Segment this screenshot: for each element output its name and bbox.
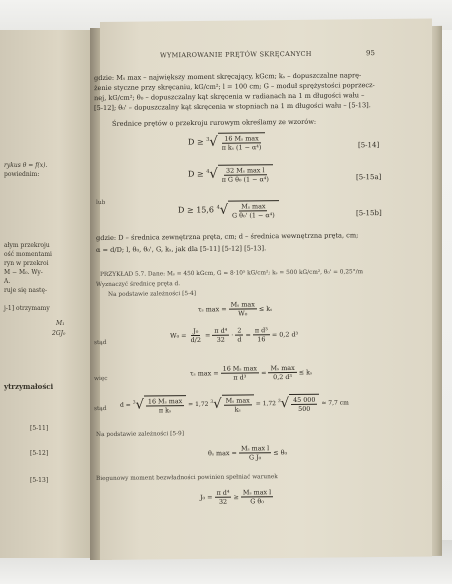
eq-rhs: ≤ kₛ — [258, 304, 273, 313]
text-line: Na podstawie zależności [5-4] — [108, 290, 196, 298]
text-line: PRZYKŁAD 5.7. Dane: Mₛ = 450 kGcm, G = 8·10⁵ kG/cm²; kₛ = 500 kG/cm², θ₀' = 0,25°/m — [100, 269, 364, 278]
eq-denominator: W₀ — [238, 309, 248, 318]
root-index: 3 — [277, 399, 281, 405]
eq-lhs: J₀ = — [200, 493, 213, 502]
eq-rhs: ≤ kₛ — [298, 368, 313, 377]
left-page-eq-number: [5-11] — [30, 425, 49, 432]
text-line: gdzie: Mₛ max – największy moment skręcający, kGcm; kₛ – dopuszczalne naprę- — [94, 71, 362, 83]
eq-denominator: G J₀ — [248, 453, 262, 462]
left-page-heading: ytrzymałości — [4, 382, 54, 391]
eq-numerator: Mₛ max — [270, 363, 295, 373]
eq-denominator: 32 — [218, 497, 228, 506]
eq-lhs: D ≥ 15,6 — [178, 205, 215, 215]
eq-lhs: θₛ max = — [208, 449, 237, 458]
eq-numerator: J₀ — [193, 326, 199, 336]
eq-numerator: 16 Mₛ max — [222, 364, 258, 373]
equation-number: [5-15a] — [356, 173, 382, 182]
left-page-text: ryn w przekroi — [4, 260, 49, 267]
equation-wo — [170, 326, 298, 344]
equation-tau-max — [190, 364, 312, 382]
left-page-text: 2GJ₀ — [52, 330, 66, 337]
text-line: Średnice prętów o przekroju rurowym określamy ze wzorów: — [112, 117, 317, 128]
left-page-text: M − M₀. Wy- — [4, 269, 43, 276]
text-line: [5-12]; θ₀' – dopuszczalny kąt skręcenia w stopniach na 1 m długości wału – [5-13]. — [94, 101, 371, 113]
root-index: 3 — [210, 399, 214, 405]
radical-icon: √ — [209, 166, 218, 182]
eq-numerator: 45 000 — [293, 395, 316, 404]
eq-operator: = — [245, 330, 251, 339]
eq-denominator: G θ₀ — [250, 497, 264, 506]
equation-5-15a — [188, 164, 273, 184]
eq-operator: ≥ — [233, 493, 239, 502]
equation-jo — [200, 488, 273, 506]
radical-icon: √ — [213, 396, 222, 412]
left-page-text: ość momentami — [4, 251, 52, 258]
eq-lhs: τₛ max = — [198, 305, 227, 314]
eq-denominator: d/2 — [190, 335, 201, 345]
equation-tau — [198, 300, 272, 318]
text-line: Na podstawie zależności [5-9] — [96, 431, 184, 439]
eq-numerator: 16 Mₛ max — [224, 134, 259, 143]
eq-denominator: 32 — [216, 335, 225, 344]
eq-denominator: G θ₀' (1 − α⁴) — [232, 211, 275, 220]
eq-denominator: π d³ — [233, 373, 247, 382]
left-page — [0, 30, 98, 558]
equation-5-14 — [188, 132, 265, 152]
equation-number: [5-15b] — [356, 209, 382, 218]
eq-rhs: ≈ 7,7 cm — [321, 399, 349, 407]
text-line: stąd — [94, 405, 107, 413]
eq-rhs: = 0,2 d³ — [271, 330, 299, 339]
eq-denominator: 0,2 d³ — [273, 372, 292, 382]
text-line: gdzie: D – średnica zewnętrzna pręta, cm; d – średnica wewnętrzna pręta, cm; — [96, 231, 359, 243]
eq-constant: = 1,72 — [188, 400, 209, 409]
eq-denominator: 500 — [298, 404, 311, 413]
eq-numerator: π d⁴ — [216, 488, 230, 497]
eq-rhs: ≤ θ₀ — [273, 448, 288, 457]
left-page-text: ałym przekroju — [4, 242, 50, 249]
radical-icon: √ — [219, 202, 229, 218]
eq-lhs: W₀ = — [170, 331, 187, 340]
left-page-text: A. — [4, 278, 11, 285]
root-index: 3 — [132, 400, 136, 406]
eq-numerator: π d⁴ — [214, 326, 228, 335]
eq-lhs: τₛ max = — [190, 369, 219, 378]
left-page-eq-number: [5-13] — [30, 477, 49, 484]
text-line: stąd — [94, 339, 107, 347]
radical-icon: √ — [209, 134, 218, 150]
radical-icon: √ — [135, 397, 144, 413]
eq-numerator: 2 — [237, 326, 242, 335]
left-page-text: j-1] otrzymamy — [4, 305, 50, 312]
eq-numerator: Mₛ max l — [240, 444, 270, 453]
page-number: 95 — [366, 49, 375, 58]
right-page — [94, 19, 432, 560]
eq-denominator: π kₛ (1 − α⁴) — [221, 143, 262, 152]
text-line: α = d/D; l, θ₀, θ₀', G, kₛ, jak dla [5-11] [5-12] [5-13]. — [96, 244, 267, 255]
eq-lhs: d = — [120, 401, 131, 409]
root-index: 4 — [206, 168, 210, 175]
eq-numerator: π d³ — [254, 326, 268, 335]
eq-denominator: d — [237, 335, 242, 344]
eq-denominator: π kₛ — [158, 406, 172, 415]
text-line: lub — [96, 199, 106, 207]
text-line: więc — [94, 375, 108, 383]
left-page-text: M₁ — [56, 320, 65, 327]
text-line: Wyznaczyć średnicę pręta d. — [96, 281, 181, 289]
equation-number: [5-14] — [358, 141, 380, 150]
eq-constant: = 1,72 — [255, 400, 276, 408]
left-page-text: ruje się nastę- — [4, 287, 48, 294]
eq-lhs: D ≥ — [188, 137, 204, 147]
eq-numerator: Mₛ max — [241, 202, 266, 211]
eq-denominator: 16 — [257, 335, 266, 344]
left-page-text: rykus θ = f(x). — [4, 162, 48, 169]
radical-icon: √ — [280, 395, 290, 411]
equation-d — [120, 393, 349, 414]
root-index: 3 — [206, 136, 210, 143]
running-head: WYMIAROWANIE PRĘTÓW SKRĘCANYCH — [160, 49, 312, 60]
equation-theta — [208, 444, 287, 462]
text-line: Biegunowy moment bezwładności powinien spełniać warunek — [96, 474, 278, 483]
equation-5-15b — [178, 200, 279, 220]
eq-lhs: D ≥ — [188, 169, 204, 179]
eq-operator: = — [261, 368, 267, 377]
eq-operator: = — [204, 331, 211, 340]
eq-numerator: Mₛ max — [230, 300, 255, 309]
eq-numerator: Mₛ max — [225, 396, 250, 405]
eq-denominator: π G θ₀ (1 − α⁴) — [221, 175, 269, 184]
eq-numerator: 32 Mₛ max l — [226, 166, 265, 175]
text-line: żenie styczne przy skręcaniu, kG/cm²; l = 100 cm; G – moduł sprężystości poprzecz- — [94, 81, 375, 93]
eq-numerator: Mₛ max l — [242, 488, 272, 497]
root-index: 4 — [216, 204, 220, 211]
eq-numerator: 16 Mₛ max — [147, 397, 183, 406]
text-line: nej, kG/cm²; θ₀ – dopuszczalny kąt skręcenia w radianach na 1 m długości wału – — [94, 91, 365, 103]
left-page-text: powiednim: — [4, 171, 40, 178]
eq-denominator: kₛ — [234, 405, 241, 414]
eq-operator: · — [231, 331, 234, 340]
left-page-eq-number: [5-12] — [30, 450, 49, 457]
